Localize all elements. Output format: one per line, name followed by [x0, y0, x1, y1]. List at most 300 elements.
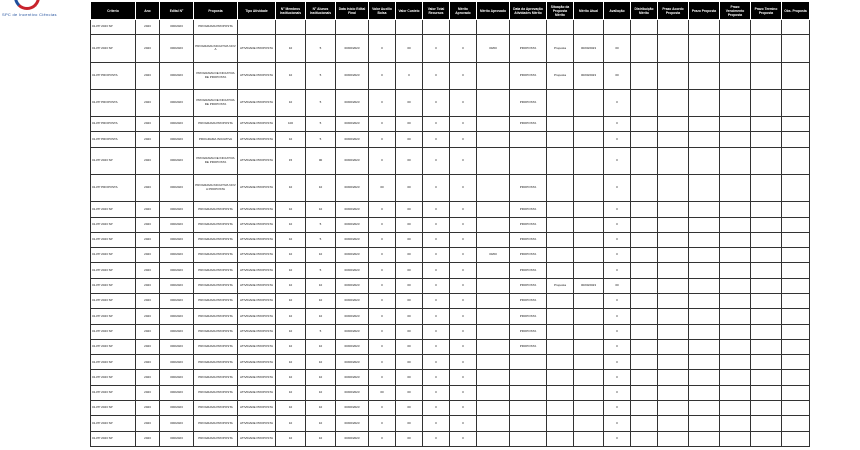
table-cell: 10 [276, 324, 306, 339]
table-cell: 00/00/2023 [336, 132, 369, 147]
table-cell [689, 385, 720, 400]
table-cell: 0 [450, 248, 477, 263]
table-cell [477, 355, 510, 370]
table-cell: 2023 [136, 431, 160, 446]
table-cell [477, 89, 510, 116]
table-cell: 00 [396, 355, 423, 370]
table-cell [658, 370, 689, 385]
table-cell [547, 202, 574, 217]
table-cell [631, 355, 658, 370]
table-cell: PROPOSTA [510, 309, 547, 324]
table-cell: 10 [276, 309, 306, 324]
table-row [91, 370, 810, 385]
table-cell [658, 263, 689, 278]
table-cell [782, 232, 810, 247]
table-cell [396, 20, 423, 35]
column-header: N° Membros Institucionais [276, 2, 306, 20]
table-cell: 00/00/2023 [574, 278, 604, 293]
table-cell: 00 [396, 147, 423, 174]
table-cell: PROPOSTA [510, 248, 547, 263]
table-cell: 00/00/2023 [336, 232, 369, 247]
table-cell: 0 [423, 35, 450, 62]
table-cell [751, 62, 782, 89]
table-cell: 00 [396, 309, 423, 324]
table-cell: 01-PP 2023 SP [91, 294, 136, 309]
table-cell: 2023 [136, 248, 160, 263]
table-cell [574, 431, 604, 446]
table-cell [477, 217, 510, 232]
table-cell [689, 324, 720, 339]
table-cell: 0 [369, 401, 396, 416]
table-cell: 01-PP 2023 SP [91, 202, 136, 217]
table-cell [574, 248, 604, 263]
table-cell: PROGRAMA DE INICIATIVA DE PROPOSTA [194, 147, 238, 174]
table-cell [477, 416, 510, 431]
table-cell: 10 [276, 278, 306, 293]
table-cell: ATIVIDADE PROPOSTA [238, 217, 276, 232]
table-cell [631, 416, 658, 431]
brand-logo [0, 0, 90, 18]
table-cell [658, 174, 689, 201]
table-cell: 2023 [136, 339, 160, 354]
table-row [91, 263, 810, 278]
table-cell [720, 35, 751, 62]
table-cell: 00 [369, 174, 396, 201]
table-cell: 5 [306, 62, 336, 89]
table-cell: 5 [306, 232, 336, 247]
table-cell [751, 132, 782, 147]
table-cell: 0 [423, 248, 450, 263]
table-cell: PROPOSTA [510, 89, 547, 116]
table-cell: ATIVIDADE PROPOSTA [238, 62, 276, 89]
table-cell: PROGRAMA PROPOSTA [194, 217, 238, 232]
table-cell [720, 232, 751, 247]
table-cell [689, 401, 720, 416]
table-row [91, 416, 810, 431]
table-cell [751, 89, 782, 116]
table-cell [631, 278, 658, 293]
table-cell: 01-PP 2023 SP [91, 370, 136, 385]
table-cell: ATIVIDADE PROPOSTA [238, 248, 276, 263]
table-cell [720, 370, 751, 385]
table-cell: 00 [306, 147, 336, 174]
table-cell [477, 324, 510, 339]
table-cell [751, 278, 782, 293]
table-cell [631, 401, 658, 416]
table-row [91, 278, 810, 293]
table-cell: 0 [604, 132, 631, 147]
table-cell: 0 [450, 416, 477, 431]
table-cell: 2023 [136, 278, 160, 293]
table-cell [477, 294, 510, 309]
table-cell: 0 [369, 117, 396, 132]
table-cell [547, 355, 574, 370]
table-cell: 01-PP 2023 SP [91, 263, 136, 278]
table-cell [720, 294, 751, 309]
table-cell [720, 339, 751, 354]
table-cell: 0 [369, 431, 396, 446]
table-cell: 00/00/2023 [336, 401, 369, 416]
table-cell: PROGRAMA PROPOSTA [194, 20, 238, 35]
table-cell [547, 232, 574, 247]
table-cell: 0 [423, 339, 450, 354]
table-cell: 0 [369, 132, 396, 147]
table-cell: 000/2023 [160, 370, 194, 385]
table-cell: 2023 [136, 416, 160, 431]
table-cell [631, 309, 658, 324]
table-cell [658, 147, 689, 174]
column-header: Prazo Vencimento Proposta [720, 2, 751, 20]
table-cell [782, 324, 810, 339]
table-cell: ATIVIDADE PROPOSTA [238, 431, 276, 446]
table-cell: 0 [369, 339, 396, 354]
table-cell [658, 62, 689, 89]
table-cell: 10 [276, 248, 306, 263]
table-cell [631, 263, 658, 278]
table-cell [720, 117, 751, 132]
table-cell: PROGRAMA DE INICIATIVA DE PROPOSTA [194, 62, 238, 89]
table-cell: 0 [604, 355, 631, 370]
table-cell [782, 278, 810, 293]
table-cell: PROGRAMA DE INICIATIVA DE PROPOSTA [194, 89, 238, 116]
table-cell: 0 [369, 355, 396, 370]
table-cell [574, 232, 604, 247]
table-cell [547, 217, 574, 232]
table-cell: PROPOSTA [510, 339, 547, 354]
table-cell: 00 [396, 401, 423, 416]
table-cell: 0 [369, 278, 396, 293]
table-cell [631, 385, 658, 400]
table-cell: 00/00/2023 [336, 431, 369, 446]
table-row [91, 174, 810, 201]
table-cell: 01-PP 2023 SP [91, 309, 136, 324]
table-cell: 00/00/2023 [336, 324, 369, 339]
table-cell [751, 217, 782, 232]
table-cell: 2023 [136, 132, 160, 147]
table-cell: 2023 [136, 174, 160, 201]
table-cell [658, 309, 689, 324]
table-cell [631, 20, 658, 35]
table-cell: 000/2023 [160, 174, 194, 201]
table-cell: 0 [604, 248, 631, 263]
table-cell: PROGRAMA PROPOSTA [194, 401, 238, 416]
table-cell [574, 147, 604, 174]
table-cell: 0 [369, 202, 396, 217]
table-cell: 0 [423, 147, 450, 174]
table-cell [477, 278, 510, 293]
table-cell: 01-PP 2023 SP [91, 147, 136, 174]
table-cell: ATIVIDADE PROPOSTA [238, 35, 276, 62]
table-cell: 5 [306, 35, 336, 62]
table-cell [658, 217, 689, 232]
table-cell: Proposta [547, 35, 574, 62]
table-cell [689, 263, 720, 278]
table-cell: 10 [306, 294, 336, 309]
table-cell [751, 263, 782, 278]
table-cell: 0 [450, 278, 477, 293]
table-cell [477, 309, 510, 324]
table-cell: 01-PP 2023 SP [91, 339, 136, 354]
table-cell [751, 232, 782, 247]
table-cell [306, 20, 336, 35]
table-cell: PROPOSTA [510, 278, 547, 293]
table-cell [658, 355, 689, 370]
table-cell: 01-PP 2023 SP [91, 416, 136, 431]
table-cell: 0 [423, 431, 450, 446]
table-cell: 0 [604, 370, 631, 385]
table-cell: 2023 [136, 401, 160, 416]
table-cell [510, 416, 547, 431]
table-cell [782, 263, 810, 278]
table-cell: 2023 [136, 117, 160, 132]
table-cell: 0 [423, 385, 450, 400]
table-cell: 0 [450, 132, 477, 147]
table-cell [574, 202, 604, 217]
table-cell [720, 62, 751, 89]
table-cell: Proposta [547, 278, 574, 293]
table-cell: 01-PP PROPOSTA [91, 117, 136, 132]
table-cell: 000/2023 [160, 339, 194, 354]
table-cell: 0 [604, 202, 631, 217]
table-cell [477, 385, 510, 400]
table-cell: 000/2023 [160, 232, 194, 247]
table-cell [631, 232, 658, 247]
table-cell [510, 385, 547, 400]
table-cell: 5 [306, 89, 336, 116]
table-cell [477, 370, 510, 385]
table-cell: 0 [604, 174, 631, 201]
table-cell: 5 [306, 117, 336, 132]
table-cell: 00/00/2023 [336, 248, 369, 263]
column-header: Distribuição Mérito [631, 2, 658, 20]
table-cell: 000/2023 [160, 263, 194, 278]
table-cell [547, 324, 574, 339]
table-cell [751, 20, 782, 35]
table-cell [477, 202, 510, 217]
table-cell [689, 174, 720, 201]
table-cell: PROGRAMA PROPOSTA [194, 431, 238, 446]
table-cell [574, 416, 604, 431]
table-cell: 10 [306, 174, 336, 201]
table-row [91, 248, 810, 263]
table-cell [477, 401, 510, 416]
table-cell [689, 339, 720, 354]
table-cell [658, 339, 689, 354]
table-cell: 00 [396, 263, 423, 278]
table-cell [689, 278, 720, 293]
table-cell: 2023 [136, 62, 160, 89]
table-cell [782, 309, 810, 324]
table-cell: 10 [276, 339, 306, 354]
table-cell: 000/2023 [160, 294, 194, 309]
table-cell [658, 324, 689, 339]
table-cell: 01-PP 2023 SP [91, 401, 136, 416]
table-cell: 00 [396, 248, 423, 263]
table-cell: 10 [276, 89, 306, 116]
table-cell [720, 263, 751, 278]
table-cell [477, 147, 510, 174]
table-cell [574, 263, 604, 278]
table-cell: 0 [369, 147, 396, 174]
table-cell [720, 174, 751, 201]
table-cell: 5 [306, 132, 336, 147]
table-cell [782, 147, 810, 174]
table-cell: 0 [604, 232, 631, 247]
table-cell: 2023 [136, 89, 160, 116]
proposals-table [90, 1, 810, 447]
table-cell: 00 [396, 416, 423, 431]
table-cell: 00/00/2023 [336, 278, 369, 293]
table-cell: 0 [423, 309, 450, 324]
table-cell: 0 [423, 370, 450, 385]
table-cell: 000/2023 [160, 309, 194, 324]
table-cell [477, 20, 510, 35]
table-cell: 2023 [136, 309, 160, 324]
table-cell [477, 174, 510, 201]
table-cell: 01-PP PROPOSTA [91, 62, 136, 89]
table-cell [658, 132, 689, 147]
table-cell [751, 147, 782, 174]
table-cell: 2023 [136, 35, 160, 62]
table-row [91, 132, 810, 147]
table-cell: PROPOSTA [510, 117, 547, 132]
table-cell [574, 324, 604, 339]
table-cell [720, 217, 751, 232]
table-cell: 0 [450, 339, 477, 354]
table-row [91, 339, 810, 354]
table-cell: 10 [276, 174, 306, 201]
table-cell [510, 355, 547, 370]
table-cell: ATIVIDADE PROPOSTA [238, 339, 276, 354]
column-header: Criterio [91, 2, 136, 20]
table-cell [689, 416, 720, 431]
table-cell [631, 202, 658, 217]
table-cell: 2023 [136, 263, 160, 278]
table-cell [574, 117, 604, 132]
table-cell [782, 416, 810, 431]
table-cell: 00/00/2023 [336, 385, 369, 400]
table-cell: PROPOSTA [510, 217, 547, 232]
table-cell [720, 431, 751, 446]
table-cell: 10 [306, 370, 336, 385]
table-cell [751, 431, 782, 446]
table-cell: 0 [604, 324, 631, 339]
table-cell: 10 [276, 294, 306, 309]
table-cell: 000/2023 [160, 431, 194, 446]
table-row [91, 355, 810, 370]
table-cell: 10 [306, 431, 336, 446]
table-cell: 0 [450, 324, 477, 339]
table-cell [720, 248, 751, 263]
table-cell [689, 309, 720, 324]
table-cell [689, 20, 720, 35]
column-header: Valor Auxilio Bolsa [369, 2, 396, 20]
table-cell [782, 132, 810, 147]
table-cell: 10 [306, 248, 336, 263]
table-cell [658, 35, 689, 62]
table-cell: 0 [369, 217, 396, 232]
table-cell [547, 339, 574, 354]
table-cell: PROGRAMA INICIATIVA NOVA PROPOSTA [194, 174, 238, 201]
table-cell: 00 [396, 278, 423, 293]
table-cell: 00/00/2023 [336, 147, 369, 174]
table-cell [782, 20, 810, 35]
table-cell: 0 [423, 232, 450, 247]
table-cell [720, 401, 751, 416]
table-cell: 0 [369, 232, 396, 247]
table-cell: 0 [423, 294, 450, 309]
column-header: Valor Total Recursos [423, 2, 450, 20]
table-row [91, 62, 810, 89]
table-cell: 00/00/2023 [336, 370, 369, 385]
table-cell: ATIVIDADE PROPOSTA [238, 324, 276, 339]
table-cell: PROGRAMA PROPOSTA [194, 355, 238, 370]
table-cell: 00 [604, 278, 631, 293]
table-cell: 0 [423, 132, 450, 147]
table-cell [658, 248, 689, 263]
table-cell: 000/2023 [160, 147, 194, 174]
table-cell: 00 [396, 132, 423, 147]
table-cell: 2023 [136, 324, 160, 339]
table-cell: PROPOSTA [510, 263, 547, 278]
table-row [91, 431, 810, 446]
table-cell: 00/00/2023 [336, 217, 369, 232]
table-cell: 00/00/2023 [336, 202, 369, 217]
table-cell: 0 [604, 401, 631, 416]
column-header: Situação da Proposta Mérito [547, 2, 574, 20]
table-cell: ATIVIDADE PROPOSTA [238, 278, 276, 293]
table-cell: 00/00/2023 [574, 35, 604, 62]
table-cell [547, 20, 574, 35]
table-cell: 01-PP 2023 SP [91, 355, 136, 370]
table-cell [720, 309, 751, 324]
table-cell: 000/2023 [160, 35, 194, 62]
table-cell [658, 232, 689, 247]
table-cell: 2023 [136, 217, 160, 232]
table-cell [689, 132, 720, 147]
table-cell: 000/2023 [160, 324, 194, 339]
table-cell: 00 [396, 431, 423, 446]
column-header: Prazo Proposta [689, 2, 720, 20]
table-cell: 10 [306, 416, 336, 431]
column-header: Avaliação [604, 2, 631, 20]
table-cell: PROGRAMA PROPOSTA [194, 278, 238, 293]
table-row [91, 217, 810, 232]
table-cell: 00/00/2023 [336, 416, 369, 431]
table-cell [547, 132, 574, 147]
table-cell: PROGRAMA PROPOSTA [194, 294, 238, 309]
column-header: Mérito Atual [574, 2, 604, 20]
table-cell [782, 248, 810, 263]
logo-arc-icon [14, 0, 40, 10]
table-cell: 00/00 [477, 35, 510, 62]
table-cell: 0 [450, 401, 477, 416]
table-cell [510, 431, 547, 446]
table-cell [658, 117, 689, 132]
table-cell: PROGRAMA INICIATIVA [194, 132, 238, 147]
table-cell: 00 [396, 324, 423, 339]
table-cell: 000/2023 [160, 132, 194, 147]
table-cell: PROGRAMA PROPOSTA [194, 263, 238, 278]
table-cell: ATIVIDADE PROPOSTA [238, 132, 276, 147]
table-cell: 0 [450, 370, 477, 385]
table-cell [574, 132, 604, 147]
table-cell [720, 278, 751, 293]
table-cell: 00 [396, 232, 423, 247]
table-cell: ATIVIDADE PROPOSTA [238, 416, 276, 431]
table-row [91, 147, 810, 174]
table-cell [689, 294, 720, 309]
